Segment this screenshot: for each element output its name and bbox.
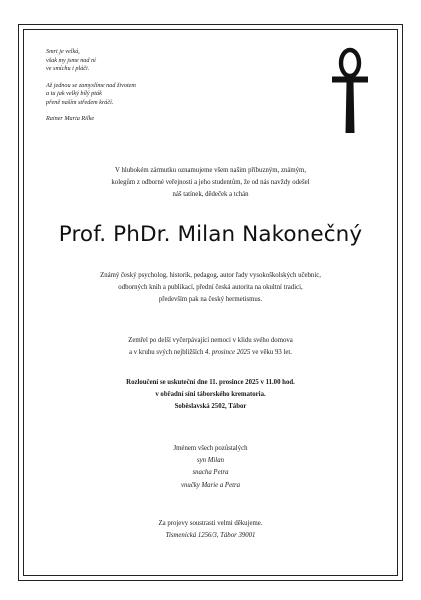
poem-line: však my jsme nad ní: [46, 56, 96, 64]
poem-line: ve smíchu i pláči.: [46, 65, 90, 73]
bio-line: odborných knih a publikací, přední česká autorita na okultní tradici,: [118, 284, 303, 292]
thanks-section: [23, 518, 398, 542]
mourner-name: syn Milan: [197, 457, 224, 465]
intro-line: kolegům z odborné veřejnosti a jeho studentům, že od nás navždy odešel: [111, 179, 310, 187]
funeral-line: v obřadní síni táborského krematoria.: [155, 391, 266, 399]
biography: [23, 270, 398, 307]
bio-line: Známý český psycholog, historik, pedagog, autor řady vysokoškolských učebnic,: [100, 272, 321, 279]
poem-line: a tu jak velký bílý pták: [46, 90, 102, 98]
signoff-intro: Jménem všech pozůstalých: [173, 445, 248, 452]
mourner-name: snacha Petra: [192, 469, 229, 477]
mourners-signoff: [23, 443, 398, 492]
mourner-name: vnučky Marie a Petra: [180, 481, 241, 489]
funeral-details: [23, 377, 398, 414]
announcement-intro: [23, 165, 398, 202]
funeral-line: Rozloučení se uskuteční dne 11. prosince 2025 v 11.00 hod.: [126, 379, 295, 386]
poem-line: Smrt je velká,: [46, 48, 80, 55]
poem-line: Až jednou se zamyslíme nad životem: [46, 81, 136, 89]
death-notice: [23, 335, 398, 359]
poem-author: Rainer Maria Rilke: [46, 115, 95, 123]
death-line: Zemřel po delší vyčerpávající nemoci v klidu svého domova: [128, 337, 293, 344]
thanks-line: Za projevy soustrasti velmi děkujeme.: [158, 520, 263, 527]
intro-line: V hlubokém zármutku oznamujeme všem našim příbuzným, známým,: [114, 167, 307, 174]
death-line: a v kruhu svých nejbližších 4. prosince 2025 ve věku 93 let.: [128, 349, 293, 357]
deceased-name: Prof. PhDr. Milan Nakonečný: [58, 222, 363, 247]
funeral-line: Soběslavská 2502, Tábor: [174, 403, 247, 411]
intro-line: náš tatínek, dědeček a tchán: [172, 191, 249, 199]
death-date: 4. prosince 2025: [205, 349, 251, 357]
poem-quote: [46, 48, 246, 124]
ankh-icon: [331, 47, 369, 133]
bio-line: především pak na český hermetismus.: [158, 296, 263, 304]
poem-line: přeně naším středem kráčí.: [46, 99, 114, 107]
contact-address: Tismenická 1256/3, Tábor 39001: [165, 532, 256, 540]
